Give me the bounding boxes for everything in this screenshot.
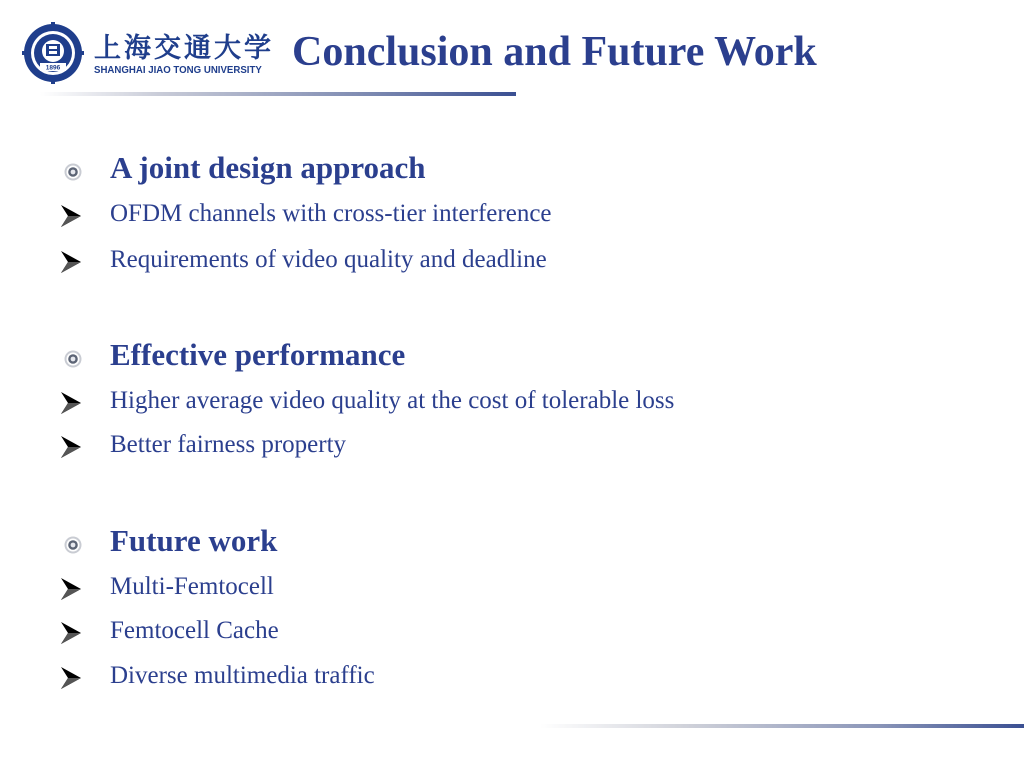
university-seal-icon — [22, 22, 84, 84]
sun-bullet-icon — [64, 163, 82, 181]
list-item — [0, 200, 1024, 240]
arrow-bullet-icon — [60, 577, 82, 601]
footer-divider — [540, 724, 1024, 728]
university-name-chinese: 上海交通大学 — [94, 33, 274, 64]
section-heading: A joint design approach — [110, 150, 426, 185]
list-item-text: Better fairness property — [110, 431, 347, 458]
list-item-text: Diverse multimedia traffic — [110, 662, 375, 689]
list-item-text: Higher average video quality at the cost of tolerable loss — [110, 387, 675, 414]
slide-title: Conclusion and Future Work — [292, 29, 817, 75]
section-heading: Effective performance — [110, 337, 406, 372]
arrow-bullet-icon — [60, 204, 82, 228]
list-item — [0, 573, 1024, 613]
list-item — [0, 431, 1024, 471]
arrow-bullet-icon — [60, 250, 82, 274]
university-name-english: SHANGHAI JIAO TONG UNIVERSITY — [94, 64, 262, 76]
list-item-text: OFDM channels with cross-tier interference — [110, 200, 552, 227]
sun-bullet-icon — [64, 350, 82, 368]
arrow-bullet-icon — [60, 666, 82, 690]
list-item — [0, 246, 1024, 286]
university-logo — [22, 22, 274, 86]
arrow-bullet-icon — [60, 621, 82, 645]
list-item-text: Requirements of video quality and deadline — [110, 246, 547, 273]
header-divider — [40, 92, 516, 96]
list-item — [0, 662, 1024, 702]
list-item-text: Femtocell Cache — [110, 617, 279, 644]
list-item-text: Multi-Femtocell — [110, 573, 274, 600]
list-item — [0, 617, 1024, 657]
sun-bullet-icon — [64, 536, 82, 554]
section-heading: Future work — [110, 523, 278, 558]
list-item — [0, 387, 1024, 427]
arrow-bullet-icon — [60, 391, 82, 415]
seal-year: 1896 — [45, 64, 61, 72]
arrow-bullet-icon — [60, 435, 82, 459]
